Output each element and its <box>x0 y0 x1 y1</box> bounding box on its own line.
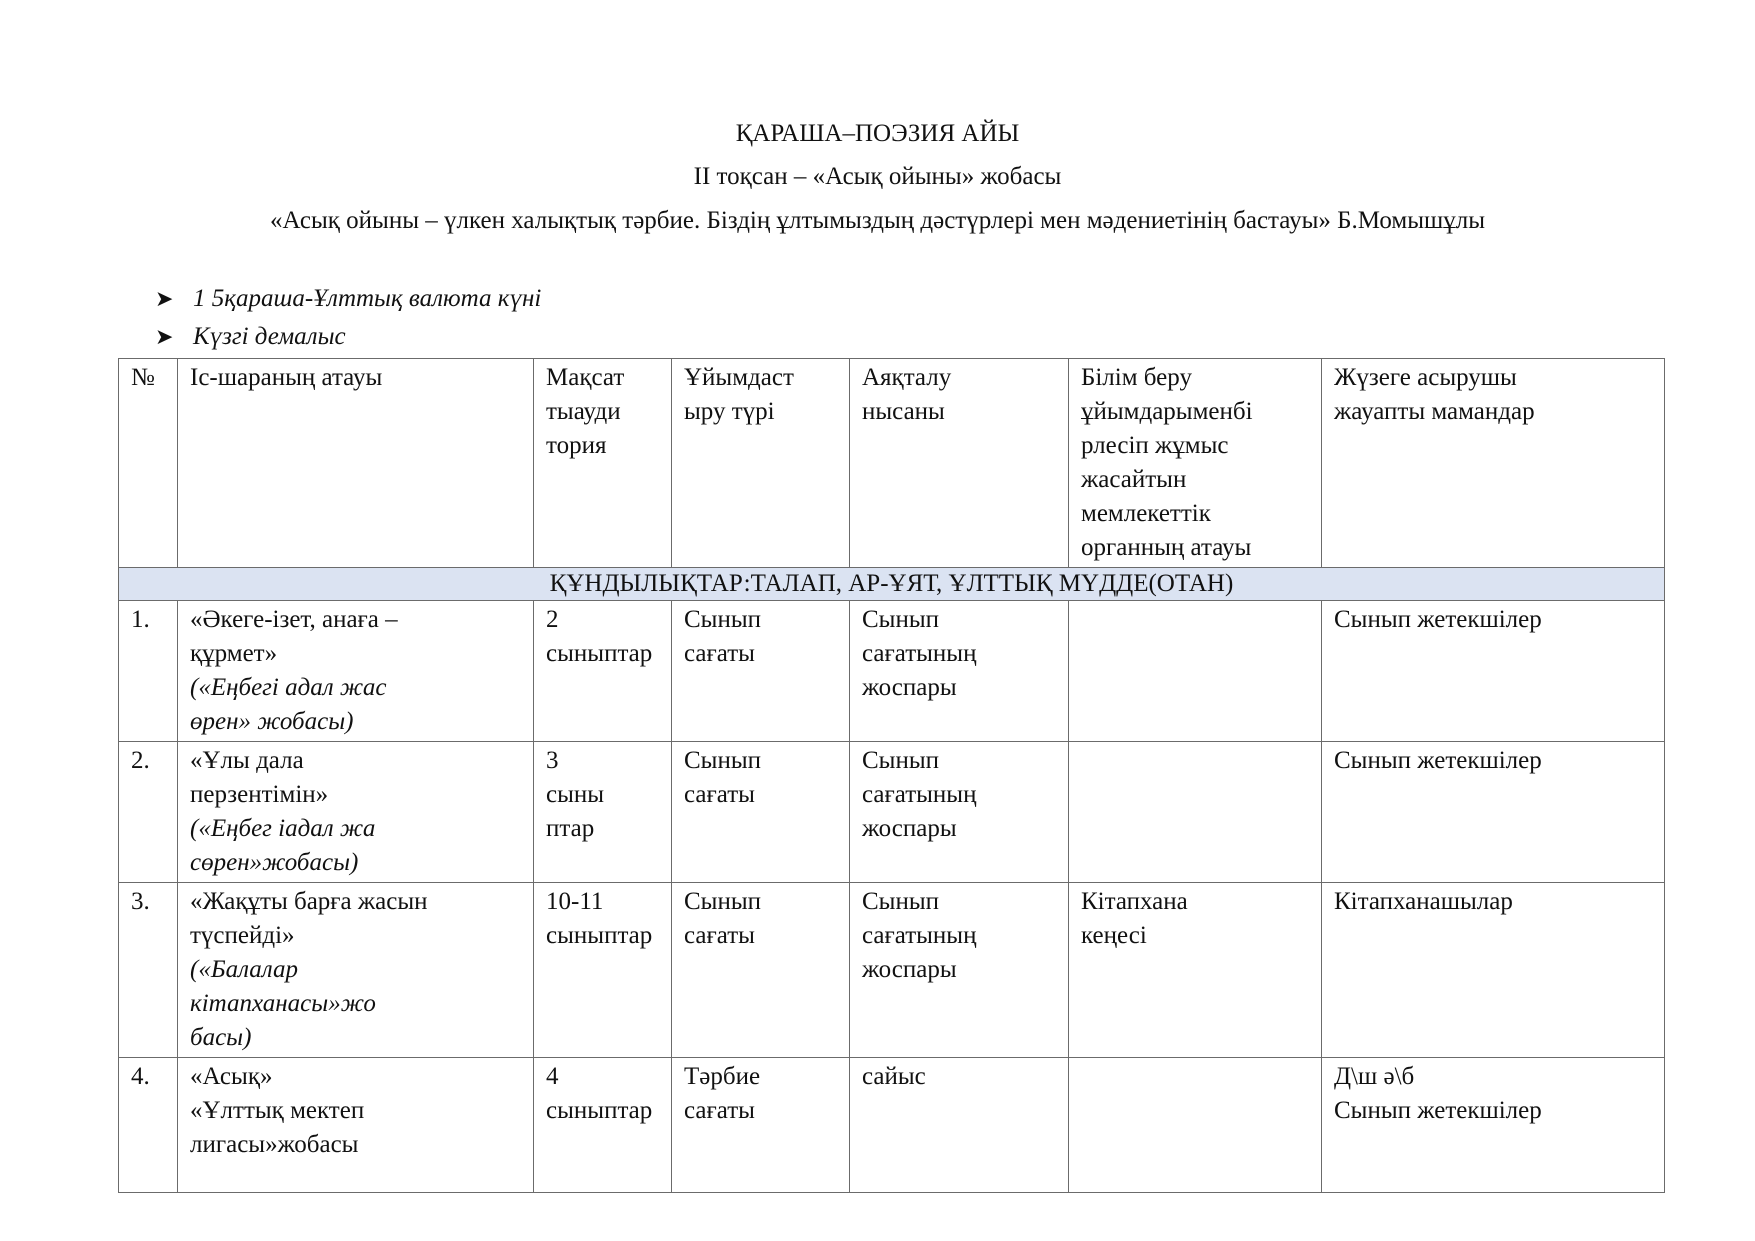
cell-text: «Әкеге-ізет, анаға – <box>190 606 398 633</box>
list-item <box>155 282 541 320</box>
header-completion-form: Аяқталу нысаны <box>850 359 1069 568</box>
cell-target-audience <box>534 1058 672 1193</box>
cell-completion-form <box>850 1058 1069 1193</box>
cell-text: Кітапханашылар <box>1334 888 1513 915</box>
cell-responsible-staff <box>1322 601 1665 742</box>
cell-text: сайыс <box>862 1063 926 1090</box>
values-section-label: ҚҰНДЫЛЫҚТАР:ТАЛАП, АР-ҰЯТ, ҰЛТТЫҚ МҮДДЕ(ОТАН) <box>119 568 1665 601</box>
cell-text: сағатының <box>862 781 977 808</box>
cell-number: 3. <box>119 883 178 1058</box>
cell-text: Сынып жетекшілер <box>1334 1097 1542 1124</box>
cell-event-name <box>178 742 534 883</box>
cell-text: сыныптар <box>546 640 653 667</box>
cell-text: Сынып <box>684 606 762 633</box>
cell-event-name <box>178 601 534 742</box>
table-row <box>119 1058 1665 1193</box>
cell-text: сыны <box>546 781 605 808</box>
cell-text: 3 <box>546 747 559 774</box>
cell-partner-organization <box>1069 1058 1322 1193</box>
cell-text: Д\ш ә\б <box>1334 1063 1415 1090</box>
cell-text: түспейді» <box>190 922 295 949</box>
cell-text: сағаты <box>684 640 755 667</box>
arrow-bullet-icon: ➤ <box>155 286 174 311</box>
cell-text: жоспары <box>862 815 957 842</box>
cell-text: перзентімін» <box>190 781 329 808</box>
cell-text: «Жақұты барға жасын <box>190 888 428 915</box>
cell-partner-organization <box>1069 883 1322 1058</box>
cell-completion-form <box>850 601 1069 742</box>
header-responsible-staff: Жүзеге асырушы жауапты мамандар <box>1322 359 1665 568</box>
event-plan-table <box>118 358 1665 1193</box>
cell-number: 2. <box>119 742 178 883</box>
event-bullet-list <box>155 282 541 358</box>
cell-text: сағаты <box>684 1097 755 1124</box>
cell-responsible-staff <box>1322 742 1665 883</box>
cell-text: сыныптар <box>546 1097 653 1124</box>
cell-text: жоспары <box>862 674 957 701</box>
cell-partner-organization <box>1069 601 1322 742</box>
table-row <box>119 601 1665 742</box>
cell-organization-form <box>672 742 850 883</box>
cell-text: «Ұлы дала <box>190 747 304 774</box>
cell-text: Сынып <box>862 747 940 774</box>
cell-text: жоспары <box>862 956 957 983</box>
cell-text-italic: («Еңбег іадал жа <box>190 815 376 842</box>
cell-text: «Асық» <box>190 1063 273 1090</box>
cell-target-audience <box>534 883 672 1058</box>
cell-text: Сынып <box>684 888 762 915</box>
header-target-audience: Мақсат тыауди тория <box>534 359 672 568</box>
cell-text: Сынып жетекшілер <box>1334 606 1542 633</box>
cell-text: Кітапхана <box>1081 888 1188 915</box>
arrow-bullet-icon: ➤ <box>155 324 174 349</box>
cell-text-italic: сөрен»жобасы) <box>190 849 359 876</box>
cell-text: Тәрбие <box>684 1063 761 1090</box>
header-organization-form: Ұйымдаст ыру түрі <box>672 359 850 568</box>
table-header-row <box>119 359 1665 568</box>
page-subtitle: ІІ тоқсан – «Асық ойыны» жобасы <box>693 163 1062 190</box>
cell-organization-form <box>672 601 850 742</box>
cell-text: птар <box>546 815 595 842</box>
cell-text: сағатының <box>862 640 977 667</box>
cell-target-audience <box>534 742 672 883</box>
table-row <box>119 742 1665 883</box>
table-row <box>119 883 1665 1058</box>
cell-responsible-staff <box>1322 1058 1665 1193</box>
epigraph-quote: «Асық ойыны – үлкен халықтық тәрбие. Біздің ұлтымыздың дәстүрлері мен мәдениетінің бастауы» Б.Момышұлы <box>269 207 1486 234</box>
cell-number: 1. <box>119 601 178 742</box>
cell-event-name <box>178 1058 534 1193</box>
cell-text-italic: («Еңбегі адал жас <box>190 674 387 701</box>
cell-organization-form <box>672 883 850 1058</box>
cell-text-italic: басы) <box>190 1024 252 1051</box>
cell-text-italic: кітапханасы»жо <box>190 990 376 1017</box>
cell-text: 10-11 <box>546 888 604 915</box>
header-number: № <box>119 359 178 568</box>
cell-text: сыныптар <box>546 922 653 949</box>
cell-text-italic: («Балалар <box>190 956 298 983</box>
cell-partner-organization <box>1069 742 1322 883</box>
cell-text: Сынып <box>862 606 940 633</box>
cell-target-audience <box>534 601 672 742</box>
cell-text: «Ұлттық мектеп <box>190 1097 365 1124</box>
cell-number: 4. <box>119 1058 178 1193</box>
cell-event-name <box>178 883 534 1058</box>
cell-text: Сынып жетекшілер <box>1334 747 1542 774</box>
cell-text-italic: өрен» жобасы) <box>190 708 354 735</box>
cell-completion-form <box>850 883 1069 1058</box>
cell-organization-form <box>672 1058 850 1193</box>
page-title: ҚАРАША–ПОЭЗИЯ АЙЫ <box>735 120 1020 147</box>
cell-text: 2 <box>546 606 559 633</box>
cell-text: сағаты <box>684 922 755 949</box>
cell-text: сағаты <box>684 781 755 808</box>
list-item <box>155 320 541 358</box>
cell-text: Сынып <box>862 888 940 915</box>
header-partner-organization: Білім беру ұйымдарыменбі рлесіп жұмыс жасайтын мемлекеттік органның атауы <box>1069 359 1322 568</box>
cell-text: кеңесі <box>1081 922 1147 949</box>
cell-responsible-staff <box>1322 883 1665 1058</box>
bullet-text: Күзгі демалыс <box>193 323 346 350</box>
cell-text: лигасы»жобасы <box>190 1131 359 1158</box>
cell-text: 4 <box>546 1063 559 1090</box>
header-event-name: Іс-шараның атауы <box>178 359 534 568</box>
bullet-text: 1 5қараша-Ұлттық валюта күні <box>193 285 542 312</box>
cell-text: Сынып <box>684 747 762 774</box>
table-body <box>119 601 1665 1193</box>
cell-completion-form <box>850 742 1069 883</box>
cell-text: сағатының <box>862 922 977 949</box>
values-section-row <box>119 568 1665 601</box>
cell-text: құрмет» <box>190 640 278 667</box>
